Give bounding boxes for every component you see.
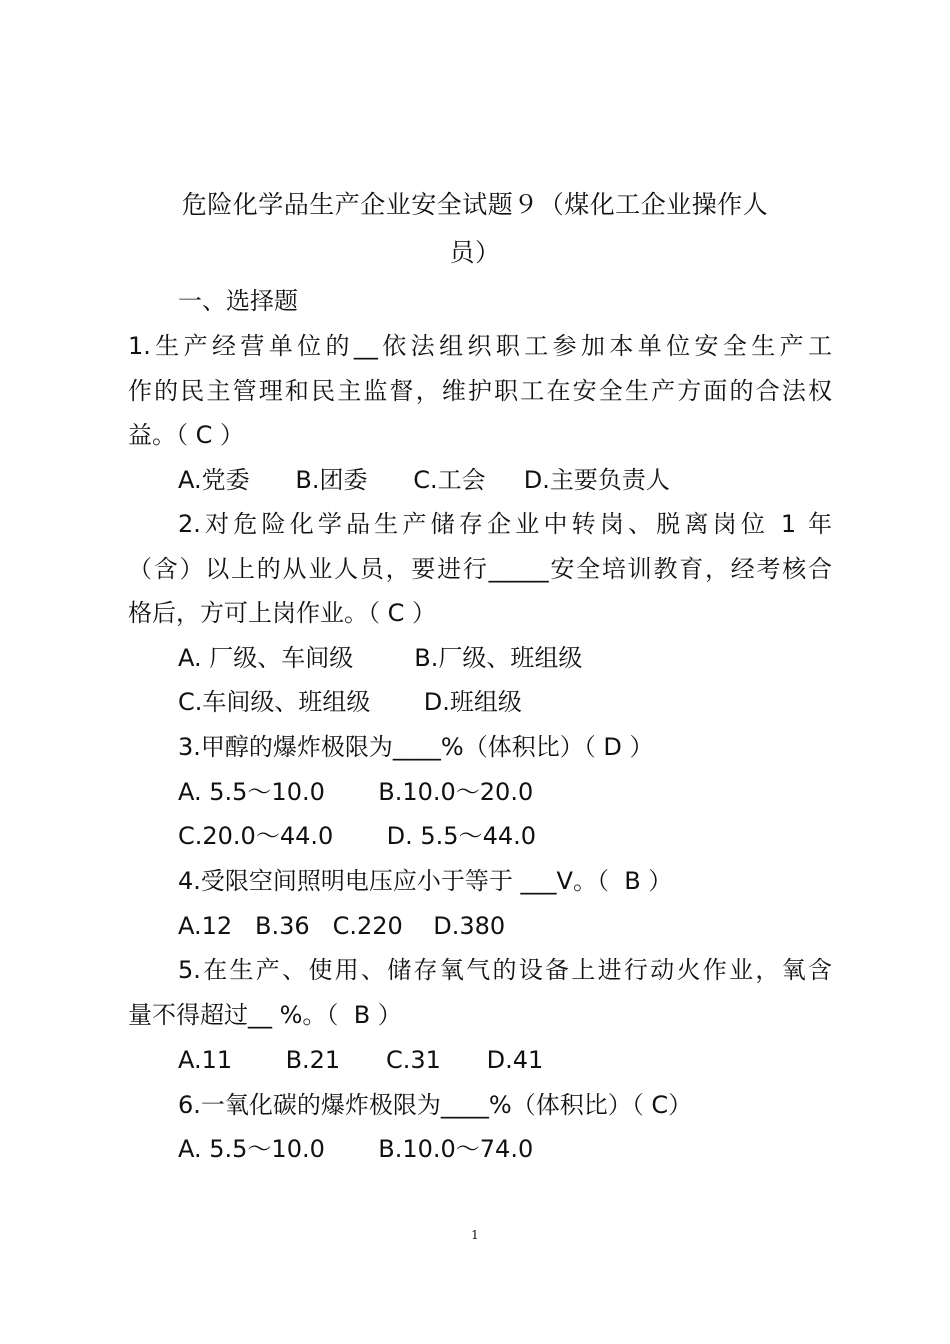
question-1-line-1: 1.生产经营单位的__依法组织职工参加本单位安全生产工 — [128, 332, 832, 360]
question-4-line-1: 4.受限空间照明电压应小于等于 ___V。（ B ） — [178, 867, 673, 895]
question-4-options: A.12 B.36 C.220 D.380 — [178, 912, 506, 940]
question-6-options: A. 5.5～10.0 B.10.0～74.0 — [178, 1135, 534, 1163]
question-3-options-2: C.20.0～44.0 D. 5.5～44.0 — [178, 822, 537, 850]
page-number: 1 — [471, 1228, 479, 1242]
question-1-options: A.党委 B.团委 C.工会 D.主要负责人 — [178, 466, 670, 494]
question-6-line-1: 6.一氧化碳的爆炸极限为____%（体积比）（ C） — [178, 1091, 693, 1119]
question-5-line-1: 5.在生产、使用、储存氧气的设备上进行动火作业，氧含 — [178, 956, 832, 984]
question-2-options-1: A. 厂级、车间级 B.厂级、班组级 — [178, 644, 583, 672]
question-5-options: A.11 B.21 C.31 D.41 — [178, 1046, 544, 1074]
question-1-line-3: 益。（ C ） — [128, 421, 245, 449]
document-title-line-2: 员） — [449, 238, 501, 267]
document-title-line-1: 危险化学品生产企业安全试题９（煤化工企业操作人 — [181, 190, 769, 219]
question-5-line-2: 量不得超过__ %。（ B ） — [128, 1001, 402, 1029]
section-heading: 一、选择题 — [178, 287, 298, 315]
question-2-line-2: （含）以上的从业人员，要进行_____安全培训教育，经考核合 — [128, 555, 832, 583]
question-1-line-2: 作的民主管理和民主监督，维护职工在安全生产方面的合法权 — [128, 377, 832, 405]
question-2-line-1: 2.对危险化学品生产储存企业中转岗、脱离岗位 1 年 — [178, 510, 832, 538]
question-2-line-3: 格后，方可上岗作业。（ C ） — [128, 599, 437, 627]
question-2-options-2: C.车间级、班组级 D.班组级 — [178, 688, 522, 716]
question-3-options-1: A. 5.5～10.0 B.10.0～20.0 — [178, 778, 534, 806]
question-3-line-1: 3.甲醇的爆炸极限为____%（体积比）（ D ） — [178, 733, 654, 761]
